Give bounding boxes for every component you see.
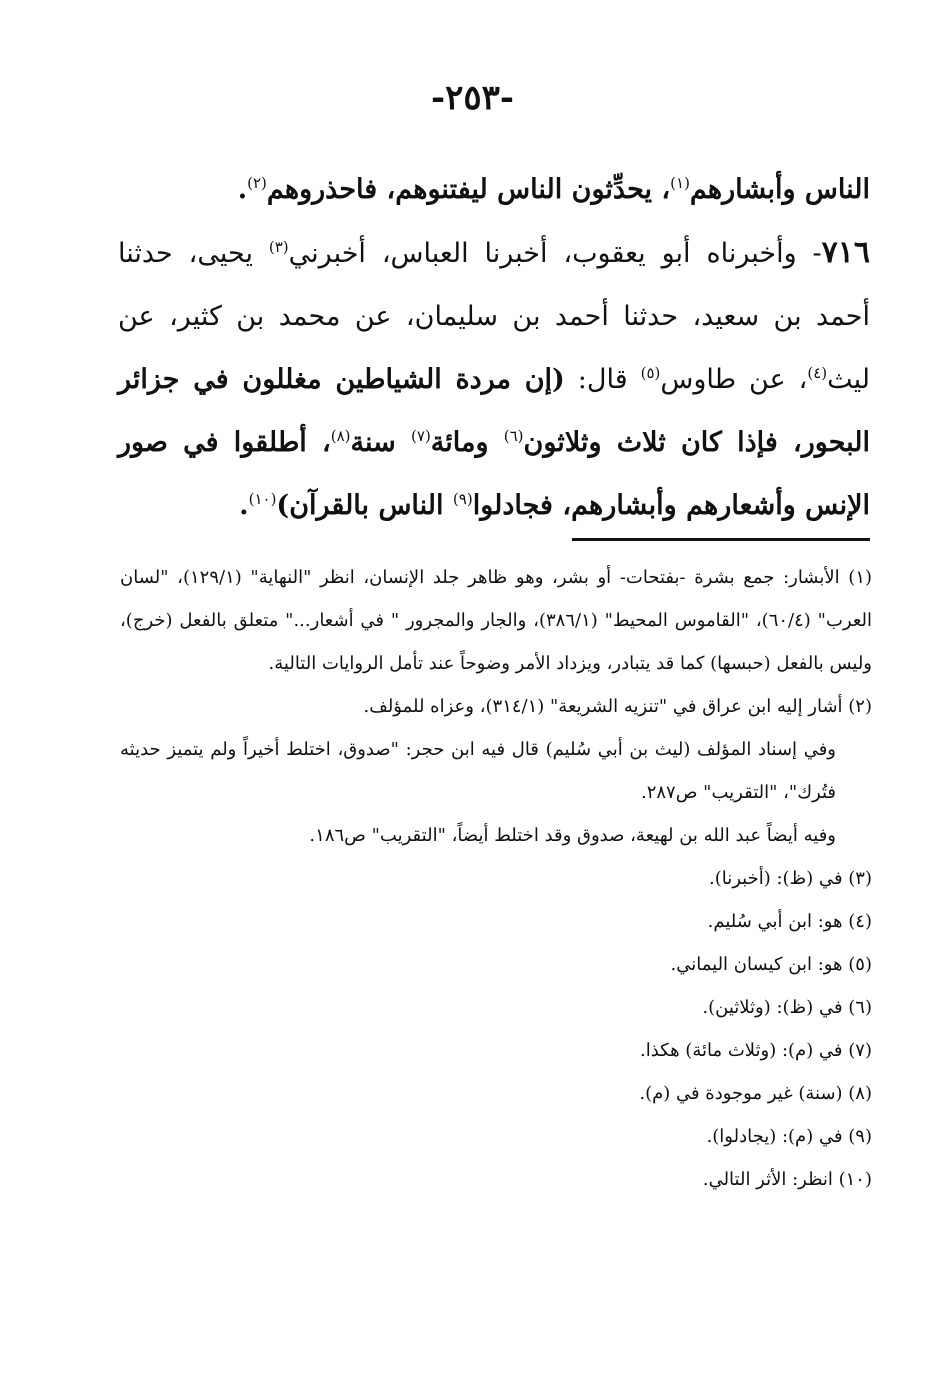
footnote-ref: (١)	[670, 174, 690, 192]
hadith-number: ٧١٦	[821, 235, 870, 270]
text-segment: - وأخبرناه أبو يعقوب، أخبرنا العباس، أخبرني	[288, 238, 822, 269]
footnote-ref: (٧)	[411, 427, 431, 445]
text-segment: قال:	[564, 364, 641, 395]
footnote-2: (٢) أشار إليه ابن عراق في "تنزيه الشريعة" (٣١٤/١)، وعزاه للمؤلف.	[363, 696, 872, 717]
text-segment: (إن مردة الشياطين مغللون في جزائر البحور، فإذا كان ثلاث وثلاثون	[118, 364, 870, 458]
footnote-ref: (٥)	[640, 364, 661, 382]
text-segment: .	[237, 174, 248, 205]
paragraph-hadith-716	[118, 221, 870, 537]
footnote-ref: (٨)	[330, 427, 351, 445]
footnote-3: (٣) في (ظ): (أخبرنا).	[708, 868, 872, 889]
footnote-10: (١٠) انظر: الأثر التالي.	[702, 1169, 872, 1190]
text-segment: ، يحدِّثون الناس ليفتنوهم، فاحذروهم	[266, 174, 671, 205]
text-segment: الناس وأبشارهم	[689, 174, 870, 205]
footnote-5: (٥) هو: ابن كيسان اليماني.	[670, 954, 872, 975]
footnote-7: (٧) في (م): (وثلاث مائة) هكذا.	[639, 1040, 872, 1061]
footnote-ref: (٩)	[452, 490, 473, 508]
paragraph-continuation	[118, 158, 870, 221]
footnote-2-continuation: وفيه أيضاً عبد الله بن لهيعة، صدوق وقد اختلط أيضاً، "التقريب" ص١٨٦.	[309, 825, 836, 846]
main-text	[118, 158, 870, 537]
text-segment: ومائة	[430, 427, 504, 458]
page-number: -٢٥٣-	[430, 78, 515, 118]
text-segment: .	[239, 490, 249, 521]
footnote-divider	[572, 538, 870, 541]
footnotes	[120, 556, 872, 1201]
text-segment: يحيى، حدثنا أحمد بن سعيد، حدثنا أحمد بن سليمان، عن محمد بن كثير، عن ليث	[118, 238, 870, 395]
footnote-9: (٩) في (م): (يجادلوا).	[706, 1126, 872, 1147]
footnote-4: (٤) هو: ابن أبي سُليم.	[707, 911, 872, 932]
text-segment: ، أطلقوا في صور الإنس وأشعارهم وأبشارهم، فجادلوا	[118, 427, 870, 521]
footnote-ref: (٤)	[807, 364, 828, 382]
footnote-8: (٨) (سنة) غير موجودة في (م).	[639, 1083, 872, 1104]
footnote-1: (١) الأبشار: جمع بشرة -بفتحات- أو بشر، وهو ظاهر جلد الإنسان، انظر "النهاية" (١٢٩/١)، "لسان العرب" (٦٠/٤)، "القاموس المحيط" (٣٨٦/١)، والجار والمجرور " في أشعار..." متعلق بالفعل (خرج)، وليس بالفعل (حبسها) كما قد يتبادر، ويزداد الأمر وضوحاً عند تأمل الروايات التالية.	[120, 567, 873, 674]
text-segment: سنة	[350, 427, 412, 458]
footnote-ref: (٢)	[247, 174, 267, 192]
footnote-6: (٦) في (ظ): (وثلاثين).	[702, 997, 872, 1018]
footnote-ref: (٦)	[503, 427, 524, 445]
footnote-2-continuation: وفي إسناد المؤلف (ليث بن أبي سُليم) قال فيه ابن حجر: "صدوق، اختلط أخيراً ولم يتميز حديثه فتُرك"، "التقريب" ص٢٨٧.	[120, 739, 836, 803]
text-segment: الناس بالقرآن)	[276, 490, 453, 521]
footnote-ref: (١٠)	[248, 490, 277, 508]
text-segment: ، عن طاوس	[660, 364, 808, 395]
footnote-ref: (٣)	[268, 238, 289, 256]
